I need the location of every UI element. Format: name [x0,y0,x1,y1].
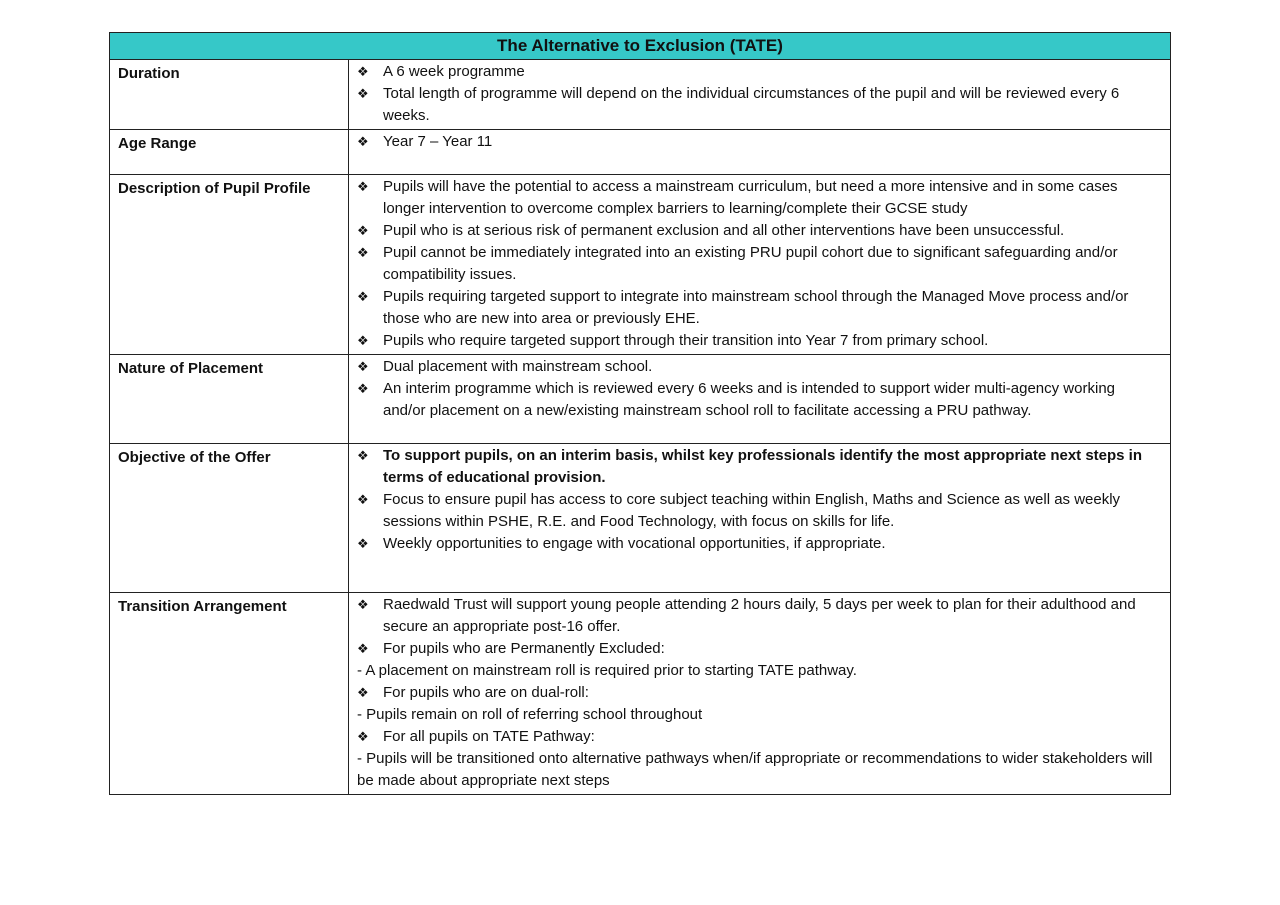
table-title: The Alternative to Exclusion (TATE) [110,33,1171,60]
list-item [357,131,1160,153]
row-label: Transition Arrangement [110,593,349,795]
diamond-bullet-icon: ❖ [357,86,369,101]
list-item-text: Focus to ensure pupil has access to core subject teaching within English, Maths and Science as well as weekly sessions within PSHE, R.E. and Food Technology, with focus on skills for life. [383,491,1121,530]
diamond-bullet-icon: ❖ [357,289,369,304]
list-item-text: Pupil who is at serious risk of permanent exclusion and all other interventions have been unsuccessful. [383,222,1065,239]
list-item-text: Pupils will have the potential to access a mainstream curriculum, but need a more intensive and in some cases longer intervention to overcome complex barriers to learning/complete their GCSE study [383,178,1118,217]
diamond-bullet-icon: ❖ [357,492,369,507]
row-label: Objective of the Offer [110,444,349,593]
diamond-bullet-icon: ❖ [357,359,369,374]
diamond-bullet-icon: ❖ [357,134,369,149]
list-item [357,330,1160,352]
list-item [357,220,1160,242]
title-row [110,33,1171,60]
list-item-text: Pupils requiring targeted support to integrate into mainstream school through the Managed Move process and/or those who are new into area or previously EHE. [383,288,1129,327]
list-item [357,489,1160,533]
diamond-bullet-icon: ❖ [357,536,369,551]
diamond-bullet-icon: ❖ [357,641,369,656]
list-item-text: For pupils who are on dual-roll: [383,684,589,701]
dash-line: - Pupils will be transitioned onto alternative pathways when/if appropriate or recommendations to wider stakeholders will be made about appropriate next steps [357,750,1153,789]
list-item [357,445,1160,489]
list-item-text: Total length of programme will depend on the individual circumstances of the pupil and will be reviewed every 6 weeks. [383,85,1120,124]
diamond-bullet-icon: ❖ [357,179,369,194]
row-label: Nature of Placement [110,355,349,444]
list-item [357,286,1160,330]
table-row [110,593,1171,795]
list-item [357,594,1160,638]
row-content [349,130,1171,175]
list-item [357,61,1160,83]
row-label: Description of Pupil Profile [110,175,349,355]
list-item-text: For all pupils on TATE Pathway: [383,728,595,745]
table-row [110,130,1171,175]
diamond-bullet-icon: ❖ [357,333,369,348]
table-row [110,444,1171,593]
list-item-text: A 6 week programme [383,63,525,80]
list-item [357,242,1160,286]
tate-table [109,32,1171,795]
table-row [110,175,1171,355]
list-item-text: Dual placement with mainstream school. [383,358,653,375]
list-item [357,682,1160,704]
list-item [357,638,1160,660]
row-content [349,444,1171,593]
diamond-bullet-icon: ❖ [357,245,369,260]
list-item-text: For pupils who are Permanently Excluded: [383,640,665,657]
table-row [110,355,1171,444]
row-content [349,175,1171,355]
row-content [349,355,1171,444]
list-item-text: Raedwald Trust will support young people attending 2 hours daily, 5 days per week to plan for their adulthood and secure an appropriate post-16 offer. [383,596,1136,635]
diamond-bullet-icon: ❖ [357,685,369,700]
row-label: Age Range [110,130,349,175]
list-item [357,533,1160,555]
table-row [110,60,1171,130]
diamond-bullet-icon: ❖ [357,64,369,79]
list-item-text: Pupils who require targeted support through their transition into Year 7 from primary school. [383,332,989,349]
list-item [357,378,1160,422]
list-item [357,726,1160,748]
diamond-bullet-icon: ❖ [357,223,369,238]
list-item [357,176,1160,220]
list-item-text: To support pupils, on an interim basis, whilst key professionals identify the most appropriate next steps in terms of educational provision. [383,447,1143,486]
list-item-text: Weekly opportunities to engage with vocational opportunities, if appropriate. [383,535,886,552]
dash-line: - A placement on mainstream roll is required prior to starting TATE pathway. [357,662,857,679]
row-content [349,60,1171,130]
dash-line: - Pupils remain on roll of referring school throughout [357,706,703,723]
list-item [357,356,1160,378]
diamond-bullet-icon: ❖ [357,729,369,744]
list-item-text: Pupil cannot be immediately integrated into an existing PRU pupil cohort due to significant safeguarding and/or compatibility issues. [383,244,1118,283]
diamond-bullet-icon: ❖ [357,381,369,396]
list-item [357,83,1160,127]
diamond-bullet-icon: ❖ [357,448,369,463]
row-content [349,593,1171,795]
list-item-text: Year 7 – Year 11 [383,133,493,150]
list-item-text: An interim programme which is reviewed every 6 weeks and is intended to support wider multi-agency working and/or placement on a new/existing mainstream school roll to facilitate accessing a PRU pathway. [383,380,1115,419]
row-label: Duration [110,60,349,130]
diamond-bullet-icon: ❖ [357,597,369,612]
